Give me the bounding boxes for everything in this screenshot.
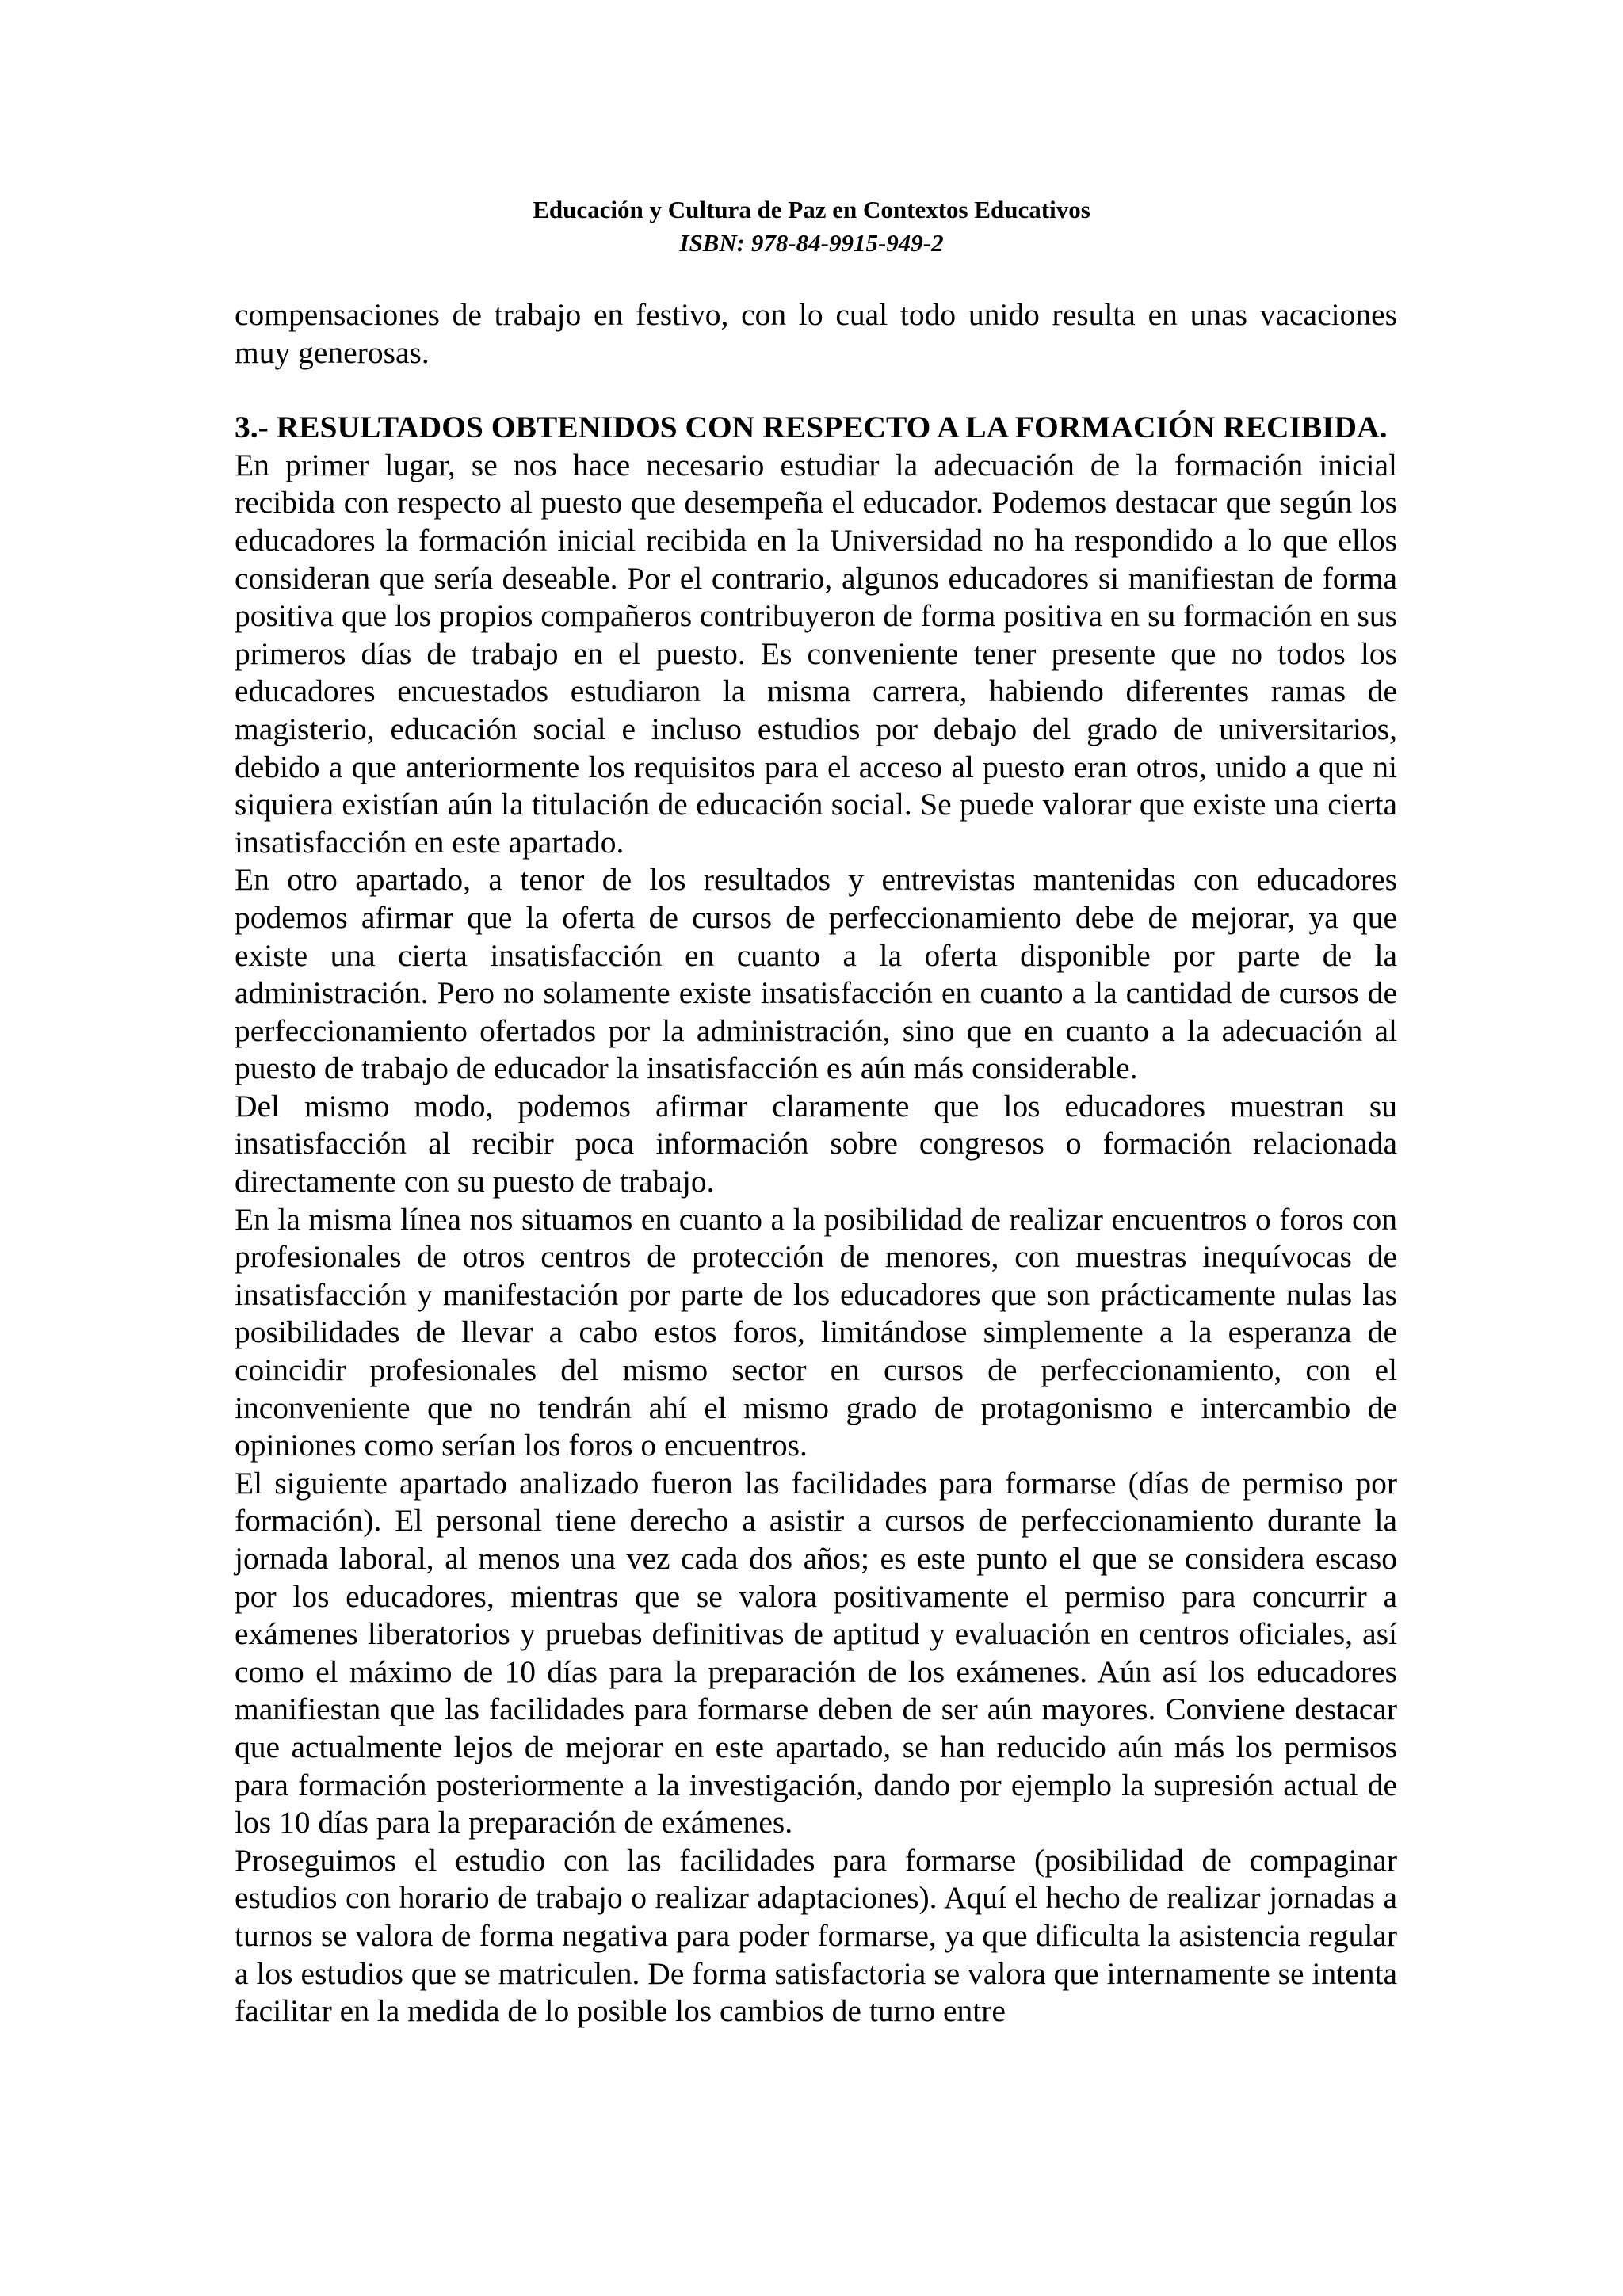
body-paragraph: El siguiente apartado analizado fueron las facilidades para formarse (días de permiso por formación). El personal tiene derecho a asistir a cursos de perfeccionamiento durante la jornada laboral, al menos una vez cada dos años; es este punto el que se considera escaso por los educadores, mientras que se valora positivamente el permiso para concurrir a exámenes liberatorios y pruebas definitivas de aptitud y evaluación en centros oficiales, así como el máximo de 10 días para la preparación de los exámenes. Aún así los educadores manifiestan que las facilidades para formarse deben de ser aún mayores. Conviene destacar que actualmente lejos de mejorar en este apartado, se han reducido aún más los permisos para formación posteriormente a la investigación, dando por ejemplo la supresión actual de los 10 días para la preparación de exámenes. [235,1465,1397,1840]
body-paragraph: En la misma línea nos situamos en cuanto a la posibilidad de realizar encuentros o foros con profesionales de otros centros de protección de menores, con muestras inequívocas de insatisfacción y manifestación por parte de los educadores que son prácticamente nulas las posibilidades de llevar a cabo estos foros, limitándose simplemente a la esperanza de coincidir profesionales del mismo sector en cursos de perfeccionamiento, con el inconveniente que no tendrán ahí el mismo grado de protagonismo e intercambio de opiniones como serían los foros o encuentros. [235,1201,1397,1463]
body-paragraph: En otro apartado, a tenor de los resultados y entrevistas mantenidas con educadores podemos afirmar que la oferta de cursos de perfeccionamiento debe de mejorar, ya que existe una cierta insatisfacción en cuanto a la oferta disponible por parte de la administración. Pero no solamente existe insatisfacción en cuanto a la cantidad de cursos de perfeccionamiento ofertados por la administración, sino que en cuanto a la adecuación al puesto de trabajo de educador la insatisfacción es aún más considerable. [235,862,1397,1086]
section-heading: 3.- RESULTADOS OBTENIDOS CON RESPECTO A LA FORMACIÓN RECIBIDA. [235,410,1388,445]
page-body [235,296,1397,2031]
body-paragraph: En primer lugar, se nos hace necesario estudiar la adecuación de la formación inicial recibida con respecto al puesto que desempeña el educador. Podemos destacar que según los educadores la formación inicial recibida en la Universidad no ha respondido a lo que ellos consideran que sería deseable. Por el contrario, algunos educadores si manifiestan de forma positiva que los propios compañeros contribuyeron de forma positiva en su formación en sus primeros días de trabajo en el puesto. Es conveniente tener presente que no todos los educadores encuestados estudiaron la misma carrera, habiendo diferentes ramas de magisterio, educación social e incluso estudios por debajo del grado de universitarios, debido a que anteriormente los requisitos para el acceso al puesto eran otros, unido a que ni siquiera existían aún la titulación de educación social. Se puede valorar que existe una cierta insatisfacción en este apartado. [235,447,1397,860]
body-paragraph: Del mismo modo, podemos afirmar claramente que los educadores muestran su insatisfacción al recibir poca información sobre congresos o formación relacionada directamente con su puesto de trabajo. [235,1088,1397,1199]
isbn: ISBN: 978-84-9915-949-2 [679,229,944,257]
body-paragraph: Proseguimos el estudio con las facilidades para formarse (posibilidad de compaginar estudios con horario de trabajo o realizar adaptaciones). Aquí el hecho de realizar jornadas a turnos se valora de forma negativa para poder formarse, ya que dificulta la asistencia regular a los estudios que se matriculen. De forma satisfactoria se valora que internamente se intenta facilitar en la medida de lo posible los cambios de turno entre [235,1842,1397,2029]
page-header [0,193,1623,260]
book-title: Educación y Cultura de Paz en Contextos Educativos [533,196,1090,223]
intro-paragraph: compensaciones de trabajo en festivo, con lo cual todo unido resulta en unas vacaciones muy generosas. [235,297,1397,370]
